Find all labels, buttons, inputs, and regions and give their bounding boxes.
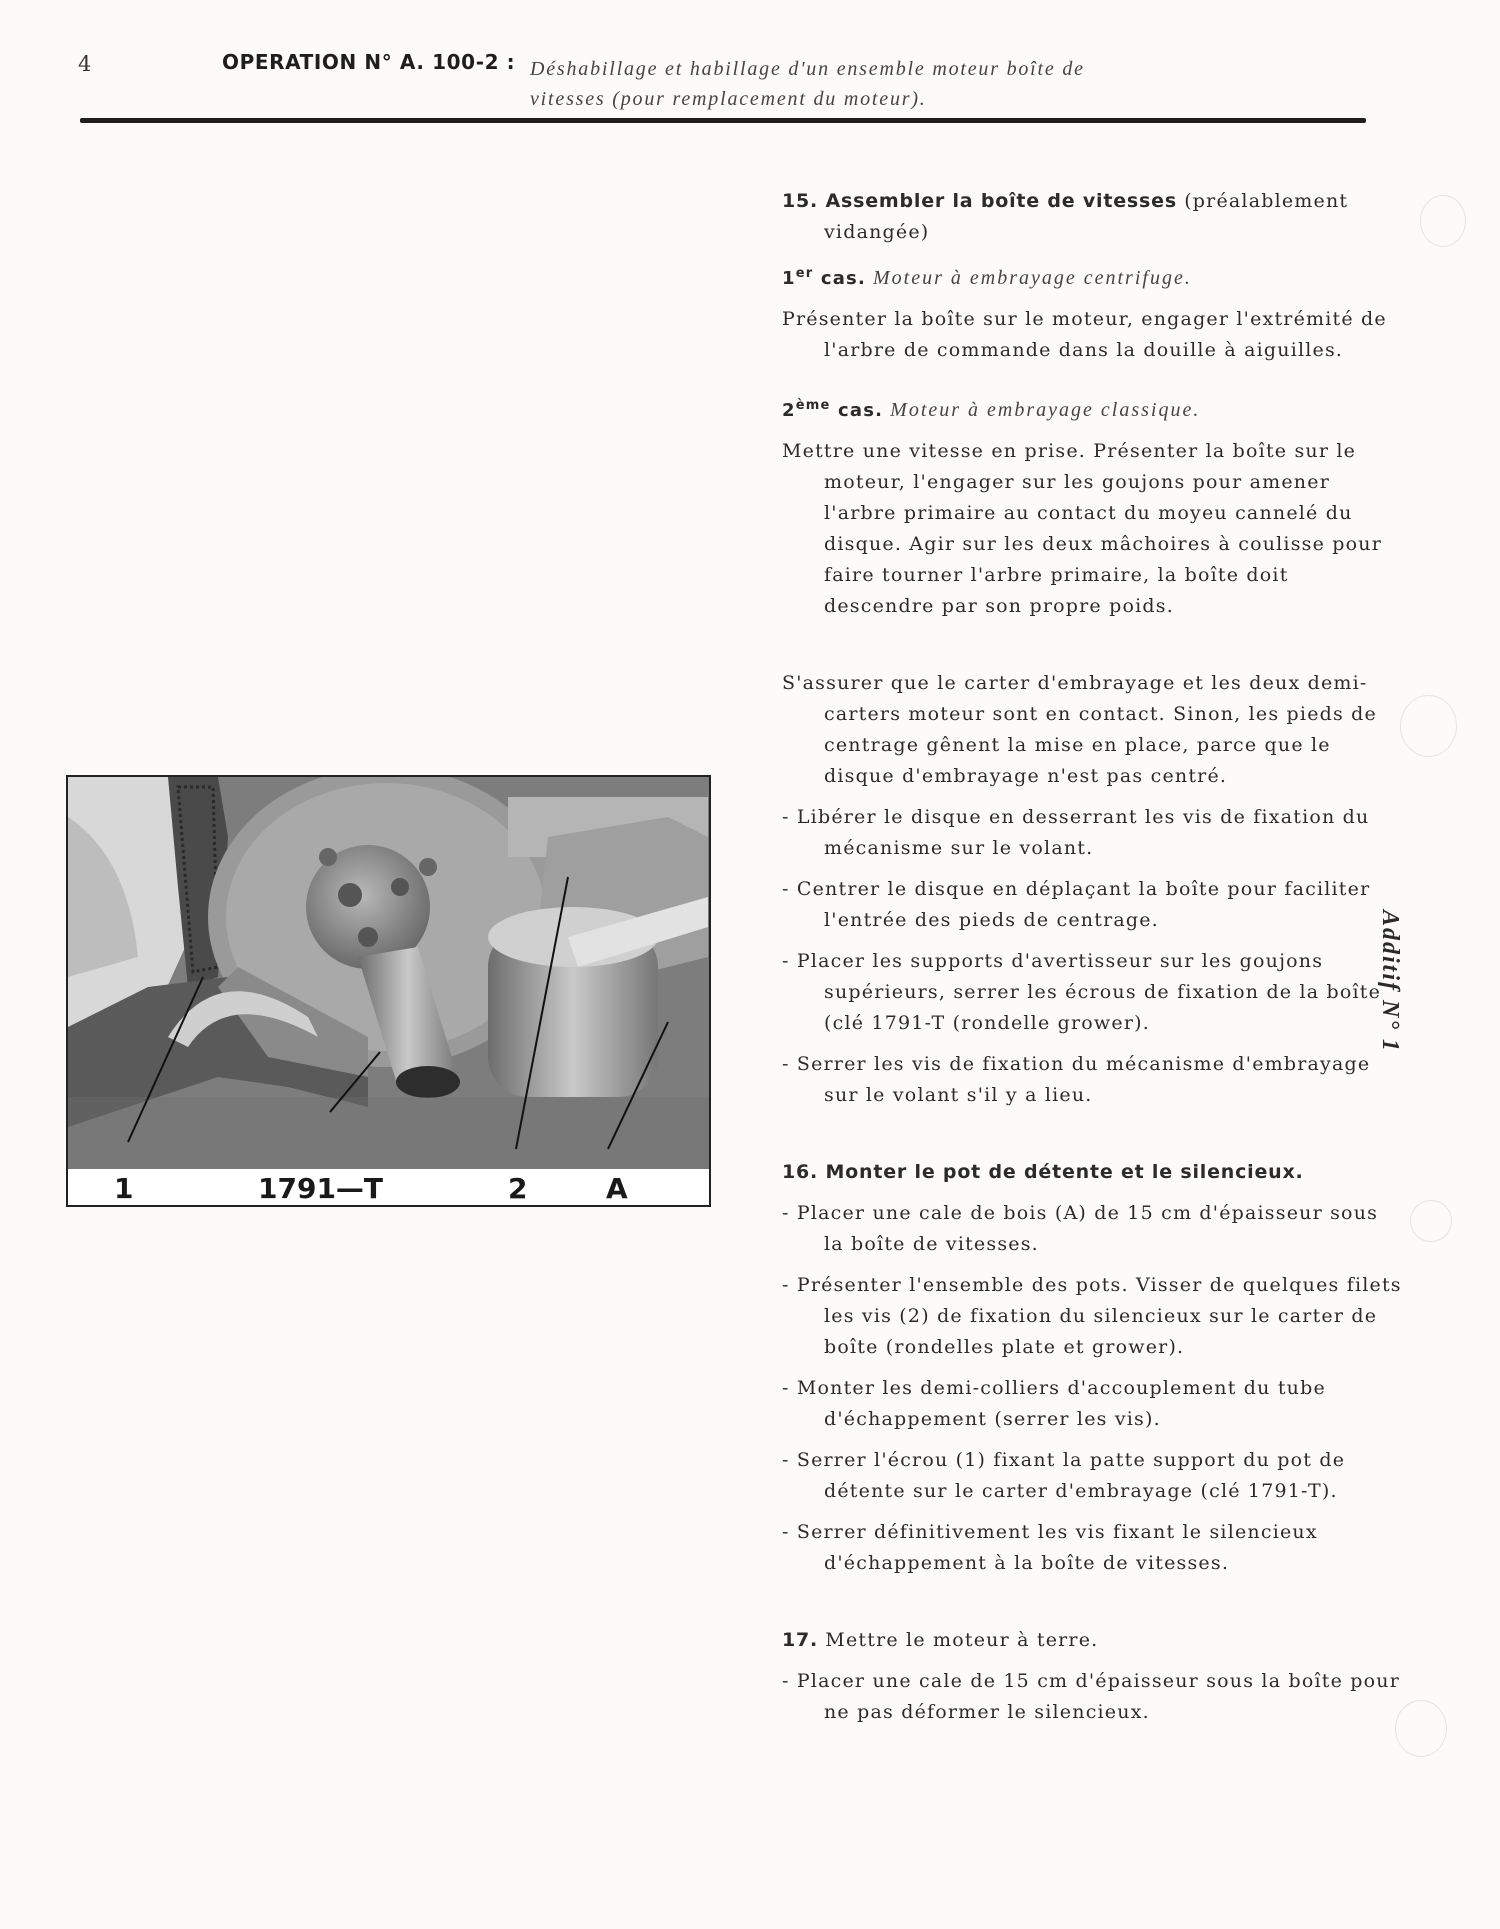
figure-label-2: 2 [508, 1172, 528, 1205]
step-17-heading: 17. Mettre le moteur à terre. [782, 1629, 1099, 1651]
case-2-text: Mettre une vitesse en prise. Présenter la boîte sur le moteur, l'engager sur les goujons pour amener l'arbre primaire au contact du moyeu cannelé du disque. Agir sur les deux mâchoires à coulisse pour faire tourner l'arbre primaire, la boîte doit descendre par son propre poids. [782, 440, 1383, 617]
list-item: - Libérer le disque en desserrant les vis de fixation du mécanisme sur le volant. [782, 806, 1370, 859]
list-item: - Monter les demi-colliers d'accouplement du tube d'échappement (serrer les vis). [782, 1377, 1326, 1430]
operation-title-line1: Déshabillage et habillage d'un ensemble moteur boîte de [530, 58, 1085, 80]
list-item: - Placer une cale de 15 cm d'épaisseur sous la boîte pour ne pas déformer le silencieux. [782, 1670, 1400, 1723]
case-1-text: Présenter la boîte sur le moteur, engager l'extrémité de l'arbre de commande dans la douille à aiguilles. [782, 308, 1387, 361]
list-item: - Centrer le disque en déplaçant la boîte pour faciliter l'entrée des pieds de centrage. [782, 878, 1371, 931]
side-note-addendum: Additif N° 1 [1377, 910, 1403, 1053]
list-item: - Serrer définitivement les vis fixant le silencieux d'échappement à la boîte de vitesses. [782, 1521, 1318, 1574]
case-1-heading: 1er cas. Moteur à embrayage centrifuge. [782, 266, 1192, 289]
figure-label-1: 1 [114, 1172, 134, 1205]
step-15-heading: 15. Assembler la boîte de vitesses (préalablement vidangée) [782, 190, 1349, 243]
list-item: - Placer les supports d'avertisseur sur les goujons supérieurs, serrer les écrous de fixation de la boîte (clé 1791-T (rondelle grower). [782, 950, 1382, 1034]
figure-engine-photo [66, 775, 711, 1207]
punch-hole-ring [1395, 1700, 1447, 1757]
header-rule [80, 118, 1366, 123]
instructions-column [782, 186, 1402, 1738]
case-2-heading: 2ème cas. Moteur à embrayage classique. [782, 398, 1201, 421]
operation-number: OPERATION N° A. 100-2 : [222, 50, 516, 74]
operation-title [530, 54, 1230, 114]
list-item: - Serrer les vis de fixation du mécanisme d'embrayage sur le volant s'il y a lieu. [782, 1053, 1371, 1106]
punch-hole-ring [1420, 195, 1466, 247]
step-16-heading: 16. Monter le pot de détente et le silencieux. [782, 1161, 1304, 1183]
punch-hole-ring [1410, 1200, 1452, 1242]
list-item: - Placer une cale de bois (A) de 15 cm d'épaisseur sous la boîte de vitesses. [782, 1202, 1379, 1255]
page-number: 4 [78, 52, 92, 76]
operation-title-line2: vitesses (pour remplacement du moteur). [530, 88, 927, 110]
list-item: - Présenter l'ensemble des pots. Visser de quelques filets les vis (2) de fixation du silencieux sur le carter de boîte (rondelles plate et grower). [782, 1274, 1402, 1358]
figure-label-a: A [606, 1172, 628, 1205]
punch-hole-ring [1400, 695, 1457, 757]
list-item: - Serrer l'écrou (1) fixant la patte support du pot de détente sur le carter d'embrayage (clé 1791-T). [782, 1449, 1346, 1502]
check-text: S'assurer que le carter d'embrayage et les deux demi-carters moteur sont en contact. Sinon, les pieds de centrage gênent la mise en place, parce que le disque d'embrayage n'est pas centré. [782, 672, 1377, 787]
figure-label-1791t: 1791—T [258, 1172, 384, 1205]
engine-photo [68, 777, 709, 1169]
